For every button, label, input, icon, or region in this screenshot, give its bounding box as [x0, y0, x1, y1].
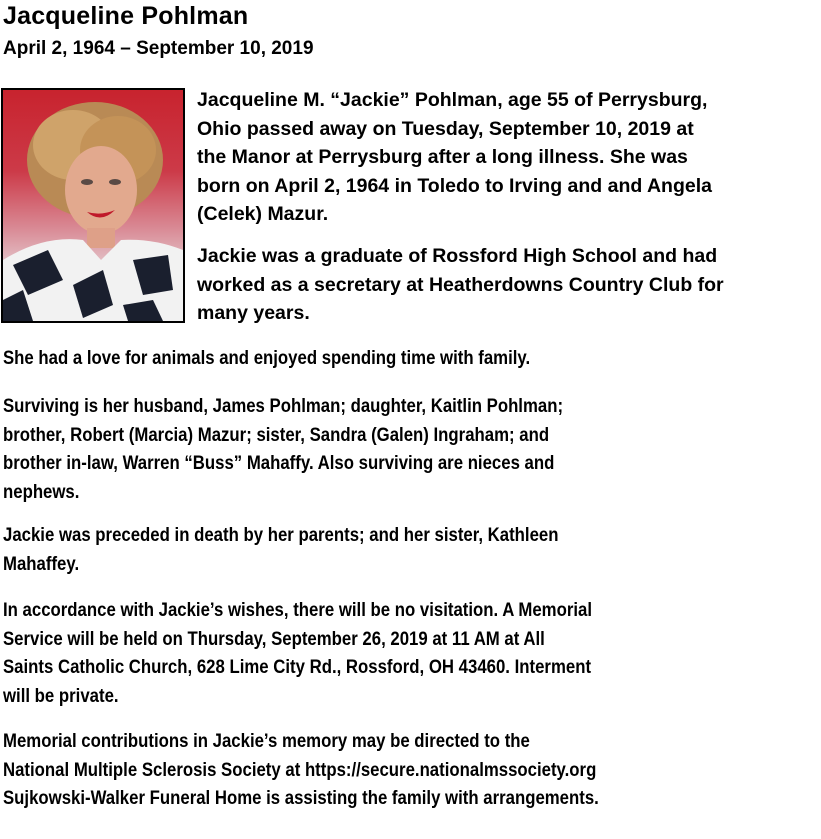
portrait-photo: [1, 88, 185, 323]
text-line: worked as a secretary at Heatherdowns Country Club for: [197, 273, 724, 296]
text-line: Surviving is her husband, James Pohlman; daughter, Kaitlin Pohlman;: [3, 395, 564, 417]
paragraph-contributions: [3, 727, 821, 813]
text-line: born on April 2, 1964 in Toledo to Irving and and Angela: [197, 174, 712, 197]
text-line: Jackie was a graduate of Rossford High School and had: [197, 245, 718, 267]
text-line: Ohio passed away on Tuesday, September 10, 2019 at: [197, 117, 694, 140]
contribution-url-line: National Multiple Sclerosis Society at https://secure.nationalmssociety.org: [3, 758, 597, 781]
text-line: Jacqueline M. “Jackie” Pohlman, age 55 of Perrysburg,: [197, 89, 708, 111]
obituary-name: Jacqueline Pohlman: [3, 2, 249, 30]
text-line: the Manor at Perrysburg after a long illness. She was: [197, 146, 688, 168]
paragraph-preceded: [3, 521, 777, 578]
text-line: She had a love for animals and enjoyed spending time with family.: [3, 347, 531, 369]
paragraph-intro: [197, 86, 819, 229]
text-line: Sujkowski-Walker Funeral Home is assisting the family with arrangements.: [3, 787, 599, 809]
paragraph-survivors: [3, 392, 777, 506]
text-line: Memorial contributions in Jackie’s memory may be directed to the: [3, 730, 530, 752]
paragraph-service: [3, 596, 821, 710]
text-line: Service will be held on Thursday, September 26, 2019 at 11 AM at All: [3, 627, 545, 650]
text-line: In accordance with Jackie’s wishes, there will be no visitation. A Memorial: [3, 599, 593, 621]
paragraph-interests: [3, 344, 777, 373]
text-line: brother in-law, Warren “Buss” Mahaffy. Also surviving are nieces and: [3, 452, 555, 474]
text-line: brother, Robert (Marcia) Mazur; sister, Sandra (Galen) Ingraham; and: [3, 423, 550, 446]
text-line: will be private.: [3, 684, 119, 707]
portrait-image-icon: [3, 90, 183, 321]
text-line: nephews.: [3, 480, 80, 503]
life-dates: April 2, 1964 – September 10, 2019: [3, 38, 314, 59]
text-line: (Celek) Mazur.: [197, 203, 329, 225]
paragraph-education: [197, 242, 819, 328]
text-line: Jackie was preceded in death by her parents; and her sister, Kathleen: [3, 524, 559, 546]
text-line: Mahaffey.: [3, 552, 80, 575]
text-line: Saints Catholic Church, 628 Lime City Rd., Rossford, OH 43460. Interment: [3, 656, 592, 678]
text-line: many years.: [197, 302, 310, 324]
